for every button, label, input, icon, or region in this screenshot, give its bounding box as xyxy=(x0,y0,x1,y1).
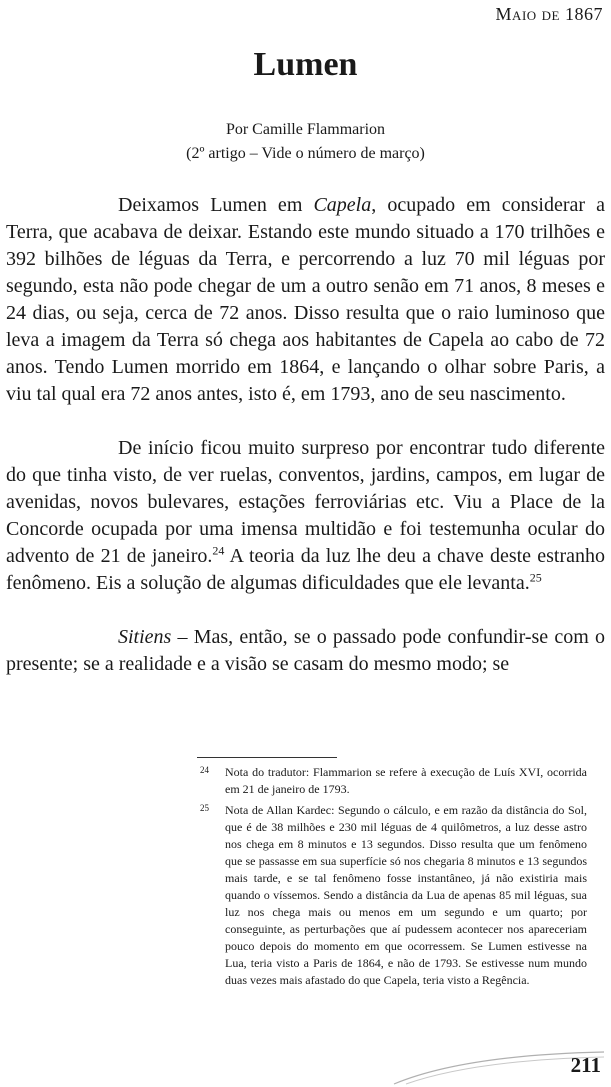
byline xyxy=(0,118,611,166)
footnote-number: 24 xyxy=(200,765,209,775)
footnote-ref-25[interactable]: 25 xyxy=(529,570,542,585)
running-head: Maio de 1867 xyxy=(495,4,603,24)
footnote-25 xyxy=(197,802,587,989)
footnote-number: 25 xyxy=(200,803,209,813)
footnote-text: Nota do tradutor: Flammarion se refere à execução de Luís XVI, ocorrida em 21 de janeiro de 1793. xyxy=(225,765,587,796)
paragraph-1-text-b: , ocupado em considerar a Terra, que acabava de deixar. Estando este mundo situado a 170 trilhões e 392 bilhões de léguas da Terra, e percorrendo a luz 70 mil léguas por segundo, esta não pode chegar de um a outro senão em 71 anos, 8 meses e 24 dias, ou seja, cerca de 72 anos. Disso resulta que o raio luminoso que leva a imagem da Terra só chega aos habitantes de Capela ao cabo de 72 anos. Tendo Lumen morrido em 1864, e lançando o olhar sobre Paris, a viu tal qual era 72 anos antes, isto é, em 1793, ano de seu nascimento. xyxy=(6,194,605,405)
paragraph-3-italic: Sitiens xyxy=(118,626,172,648)
paragraph-1-italic: Capela xyxy=(313,194,372,216)
paragraph-2-text-b: A teoria da luz lhe deu a chave deste estranho fenômeno. Eis a solução de algumas dificuldades que ele levanta. xyxy=(6,545,605,594)
paragraph-2 xyxy=(6,435,605,597)
article-title: Lumen xyxy=(253,46,358,83)
footnote-ref-24[interactable]: 24 xyxy=(212,543,225,558)
footnote-divider xyxy=(197,757,337,758)
paragraph-1-text-a: Deixamos Lumen em xyxy=(118,194,314,216)
paragraph-3 xyxy=(6,624,605,678)
paragraph-2-text-a: De início ficou muito surpreso por encontrar tudo diferente do que tinha visto, de ver ruelas, conventos, jardins, campos, em lugar de avenidas, novos bulevares, estações ferroviárias etc. Viu a Place de la Concorde ocupada por uma imensa multidão e foi testemunha ocular do advento de 21 de janeiro. xyxy=(6,437,605,567)
footnote-text: Nota de Allan Kardec: Segundo o cálculo, e em razão da distância do Sol, que é de 38 milhões e 230 mil léguas de 4 quilômetros, a luz desse astro nos chega em 8 minutos e 13 segundos. Disso resulta que um fenômeno que se passasse em sua superfície só nos chegaria 8 minutos e 13 segundos mais tarde, e se tal fenômeno fosse instantâneo, já não existiria mais quando o víssemos. Sendo a distância da Lua de apenas 85 mil léguas, sua luz nos chega mais ou menos em um segundo e um quarto; por conseguinte, as perturbações que aí pudessem acontecer nos apareceriam pouco depois do momento em que ocorressem. Se Lumen estivesse na Lua, teria visto a Paris de 1864, e não de 1793. Se estivesse num mundo duas vezes mais afastado do que Capela, teria visto a Regência. xyxy=(225,803,587,987)
author-line: Por Camille Flammarion xyxy=(225,121,386,138)
article-body xyxy=(6,192,605,678)
paragraph-3-text: – Mas, então, se o passado pode confundir-se com o presente; se a realidade e a visão se casam do mesmo modo; se xyxy=(6,626,605,675)
footnote-24 xyxy=(197,764,587,798)
footnotes xyxy=(197,764,587,993)
paragraph-1 xyxy=(6,192,605,408)
page-number: 211 xyxy=(570,1053,601,1077)
article-note: (2º artigo – Vide o número de março) xyxy=(186,145,425,162)
